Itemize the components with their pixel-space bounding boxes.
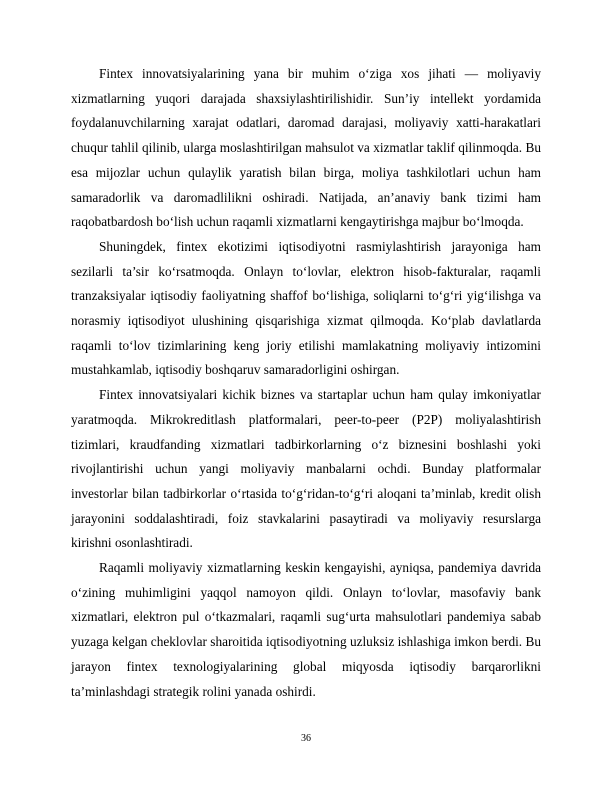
paragraph-3: Fintex innovatsiyalari kichik biznes va startaplar uchun ham qulay imkoniyatlar yaratmoqda. Mikrokreditlash platformalari, peer-to-peer (P2P) moliyalashtirish tizimlari, kraudfanding xizmatlari tadbirkorlarning o‘z biznesini boshlashi yoki rivojlantirishi uchun yangi moliyaviy manbalarni ochdi. Bunday platformalar investorlar bilan tadbirkorlar o‘rtasida to‘g‘ridan-to‘g‘ri aloqani ta’minlab, kredit olish jarayonini soddalashtiradi, foiz stavkalarini pasaytiradi va moliyaviy resurslarga kirishni osonlashtiradi. (71, 387, 541, 551)
page-number: 36 (301, 733, 311, 744)
paragraph-4: Raqamli moliyaviy xizmatlarning keskin kengayishi, ayniqsa, pandemiya davrida o‘zining muhimligini yaqqol namoyon qildi. Onlayn to‘lovlar, masofaviy bank xizmatlari, elektron pul o‘tkazmalari, raqamli sug‘urta mahsulotlari pandemiya sabab yuzaga kelgan cheklovlar sharoitida iqtisodiyotning uzluksiz ishlashiga imkon berdi. Bu jarayon fintex texnologiyalarining global miqyosda iqtisodiy barqarorlikni ta’minlashdagi strategik rolini yanada oshirdi. (71, 560, 541, 699)
paragraph-1: Fintex innovatsiyalarining yana bir muhim o‘ziga xos jihati — moliyaviy xizmatlarning yuqori darajada shaxsiylashtirilishidir. Sun’iy intellekt yordamida foydalanuvchilarning xarajat odatlari, daromad darajasi, moliyaviy xatti-harakatlari chuqur tahlil qilinib, ularga moslashtirilgan mahsulot va xizmatlar taklif qilinmoqda. Bu esa mijozlar uchun qulaylik yaratish bilan birga, moliya tashkilotlari uchun ham samaradorlik va daromadlilikni oshiradi. Natijada, an’anaviy bank tizimi ham raqobatbardosh bo‘lish uchun raqamli xizmatlarni kengaytirishga majbur bo‘lmoqda. (71, 66, 541, 230)
document-body (71, 62, 541, 704)
paragraph-2: Shuningdek, fintex ekotizimi iqtisodiyotni rasmiylashtirish jarayoniga ham sezilarli ta’sir ko‘rsatmoqda. Onlayn to‘lovlar, elektron hisob-fakturalar, raqamli tranzaksiyalar iqtisodiy faoliyatning shaffof bo‘lishiga, soliqlarni to‘g‘ri yig‘ilishga va norasmiy iqtisodiyot ulushining qisqarishiga xizmat qilmoqda. Ko‘plab davlatlarda raqamli to‘lov tizimlarining keng joriy etilishi mamlakatning moliyaviy intizomini mustahkamlab, iqtisodiy boshqaruv samaradorligini oshirgan. (71, 238, 541, 378)
